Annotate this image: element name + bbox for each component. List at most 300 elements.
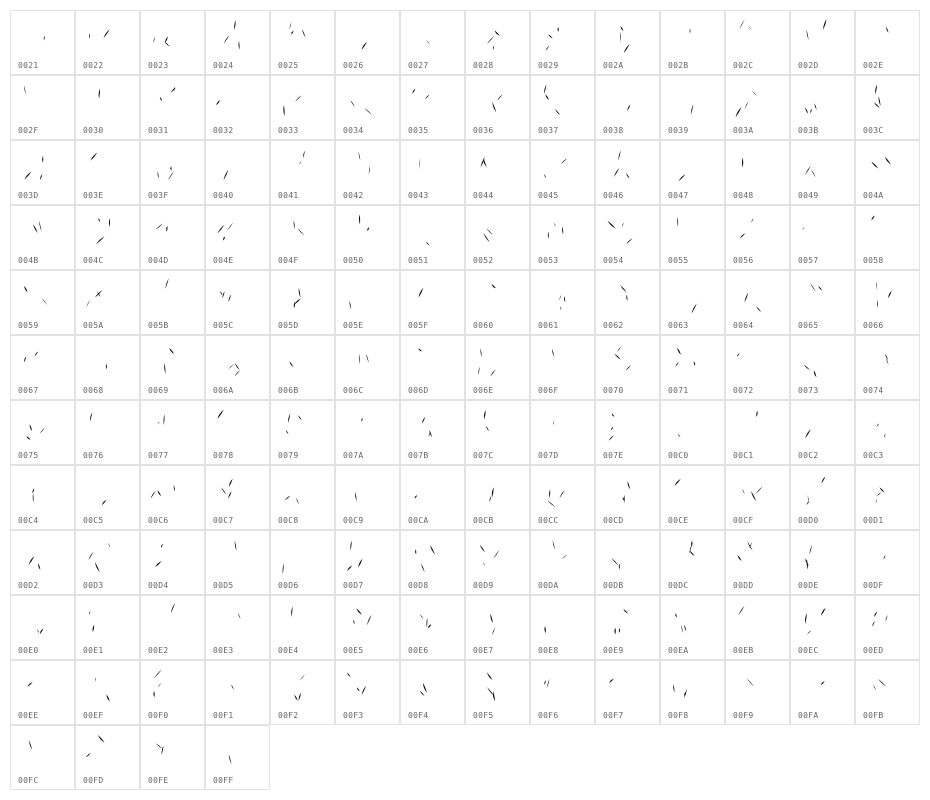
glyph-preview-icon	[531, 596, 596, 646]
glyph-preview-icon	[726, 76, 791, 126]
glyph-preview-icon	[11, 336, 76, 386]
glyph-code-label: 0076	[83, 451, 104, 460]
glyph-preview-icon	[271, 661, 336, 711]
glyph-code-label: 00FA	[798, 711, 819, 720]
glyph-code-label: 00F9	[733, 711, 754, 720]
glyph-code-label: 0057	[798, 256, 819, 265]
glyph-cell	[660, 205, 725, 270]
glyph-code-label: 00ED	[863, 646, 884, 655]
glyph-code-label: 00FE	[148, 776, 169, 785]
glyph-cell	[205, 465, 270, 530]
glyph-preview-icon	[11, 11, 76, 61]
glyph-code-label: 0077	[148, 451, 169, 460]
glyph-code-label: 0061	[538, 321, 559, 330]
glyph-cell	[400, 75, 465, 140]
glyph-cell	[465, 530, 530, 595]
glyph-cell	[140, 75, 205, 140]
glyph-cell	[335, 335, 400, 400]
glyph-preview-icon	[531, 141, 596, 191]
glyph-cell	[725, 75, 790, 140]
glyph-code-label: 00D9	[473, 581, 494, 590]
glyph-cell	[595, 140, 660, 205]
glyph-code-label: 0075	[18, 451, 39, 460]
glyph-preview-icon	[401, 271, 466, 321]
glyph-cell	[660, 335, 725, 400]
glyph-code-label: 00FC	[18, 776, 39, 785]
glyph-cell	[205, 205, 270, 270]
glyph-preview-icon	[271, 531, 336, 581]
glyph-preview-icon	[856, 336, 921, 386]
glyph-cell	[75, 400, 140, 465]
glyph-code-label: 00DB	[603, 581, 624, 590]
glyph-preview-icon	[206, 76, 271, 126]
glyph-cell	[400, 530, 465, 595]
glyph-cell	[270, 400, 335, 465]
glyph-preview-icon	[336, 336, 401, 386]
glyph-cell	[530, 140, 595, 205]
glyph-cell	[465, 10, 530, 75]
glyph-cell	[205, 270, 270, 335]
glyph-code-label: 002D	[798, 61, 819, 70]
glyph-cell	[530, 530, 595, 595]
glyph-preview-icon	[596, 336, 661, 386]
glyph-code-label: 0051	[408, 256, 429, 265]
glyph-code-label: 00D6	[278, 581, 299, 590]
glyph-code-label: 004D	[148, 256, 169, 265]
glyph-cell	[400, 270, 465, 335]
glyph-cell	[595, 465, 660, 530]
glyph-preview-icon	[726, 531, 791, 581]
glyph-cell	[530, 270, 595, 335]
glyph-cell	[855, 660, 920, 725]
glyph-cell	[855, 270, 920, 335]
glyph-preview-icon	[11, 596, 76, 646]
glyph-code-label: 0072	[733, 386, 754, 395]
glyph-code-label: 003A	[733, 126, 754, 135]
glyph-preview-icon	[661, 141, 726, 191]
glyph-cell	[335, 660, 400, 725]
glyph-cell	[660, 595, 725, 660]
glyph-preview-icon	[856, 596, 921, 646]
glyph-preview-icon	[206, 661, 271, 711]
glyph-cell	[75, 595, 140, 660]
glyph-cell	[530, 205, 595, 270]
glyph-cell	[10, 725, 75, 790]
glyph-cell	[725, 270, 790, 335]
glyph-preview-icon	[596, 11, 661, 61]
glyph-code-label: 0062	[603, 321, 624, 330]
glyph-preview-icon	[726, 271, 791, 321]
glyph-cell	[335, 140, 400, 205]
glyph-code-label: 0045	[538, 191, 559, 200]
glyph-preview-icon	[401, 336, 466, 386]
glyph-preview-icon	[401, 401, 466, 451]
glyph-preview-icon	[661, 661, 726, 711]
glyph-preview-icon	[11, 401, 76, 451]
glyph-preview-icon	[856, 206, 921, 256]
glyph-preview-icon	[726, 401, 791, 451]
glyph-preview-icon	[596, 76, 661, 126]
glyph-code-label: 00CD	[603, 516, 624, 525]
glyph-preview-icon	[726, 206, 791, 256]
glyph-preview-icon	[206, 531, 271, 581]
glyph-preview-icon	[856, 271, 921, 321]
glyph-code-label: 006D	[408, 386, 429, 395]
glyph-preview-icon	[76, 531, 141, 581]
glyph-preview-icon	[401, 206, 466, 256]
glyph-cell	[465, 465, 530, 530]
glyph-preview-icon	[531, 11, 596, 61]
glyph-preview-icon	[206, 401, 271, 451]
glyph-cell	[140, 335, 205, 400]
glyph-preview-icon	[791, 661, 856, 711]
glyph-code-label: 00CC	[538, 516, 559, 525]
glyph-cell	[530, 10, 595, 75]
glyph-cell	[595, 205, 660, 270]
glyph-code-label: 0042	[343, 191, 364, 200]
glyph-cell	[75, 140, 140, 205]
glyph-code-label: 0032	[213, 126, 234, 135]
glyph-cell	[75, 205, 140, 270]
glyph-preview-icon	[336, 401, 401, 451]
glyph-preview-icon	[206, 11, 271, 61]
glyph-code-label: 00D8	[408, 581, 429, 590]
glyph-code-label: 00C8	[278, 516, 299, 525]
glyph-code-label: 003B	[798, 126, 819, 135]
glyph-preview-icon	[336, 76, 401, 126]
glyph-cell	[335, 205, 400, 270]
glyph-code-label: 00D7	[343, 581, 364, 590]
glyph-code-label: 004B	[18, 256, 39, 265]
glyph-code-label: 0074	[863, 386, 884, 395]
glyph-cell	[335, 530, 400, 595]
glyph-preview-icon	[11, 466, 76, 516]
glyph-preview-icon	[661, 76, 726, 126]
glyph-preview-icon	[661, 271, 726, 321]
glyph-cell	[530, 400, 595, 465]
glyph-code-label: 00F3	[343, 711, 364, 720]
glyph-preview-icon	[791, 141, 856, 191]
glyph-preview-icon	[791, 11, 856, 61]
glyph-cell	[270, 205, 335, 270]
glyph-code-label: 003C	[863, 126, 884, 135]
glyph-code-label: 00F6	[538, 711, 559, 720]
glyph-preview-icon	[596, 661, 661, 711]
glyph-cell	[855, 465, 920, 530]
glyph-cell	[75, 725, 140, 790]
glyph-cell	[660, 140, 725, 205]
glyph-cell	[400, 205, 465, 270]
glyph-code-label: 0058	[863, 256, 884, 265]
glyph-cell	[855, 595, 920, 660]
glyph-cell	[205, 660, 270, 725]
glyph-cell	[75, 530, 140, 595]
glyph-code-label: 0029	[538, 61, 559, 70]
glyph-preview-icon	[401, 596, 466, 646]
glyph-preview-icon	[206, 206, 271, 256]
glyph-cell	[465, 660, 530, 725]
glyph-preview-icon	[271, 206, 336, 256]
glyph-preview-icon	[791, 336, 856, 386]
glyph-cell	[790, 465, 855, 530]
glyph-cell	[465, 595, 530, 660]
glyph-preview-icon	[141, 531, 206, 581]
glyph-code-label: 002A	[603, 61, 624, 70]
glyph-cell	[140, 400, 205, 465]
glyph-code-label: 002C	[733, 61, 754, 70]
glyph-code-label: 003E	[83, 191, 104, 200]
glyph-cell	[855, 530, 920, 595]
glyph-code-label: 00CF	[733, 516, 754, 525]
glyph-preview-icon	[271, 596, 336, 646]
glyph-preview-icon	[336, 596, 401, 646]
glyph-preview-icon	[466, 271, 531, 321]
glyph-preview-icon	[466, 141, 531, 191]
glyph-cell	[400, 335, 465, 400]
glyph-code-label: 0022	[83, 61, 104, 70]
glyph-preview-icon	[271, 11, 336, 61]
glyph-code-label: 00FB	[863, 711, 884, 720]
glyph-cell	[270, 75, 335, 140]
glyph-code-label: 00DD	[733, 581, 754, 590]
glyph-cell	[205, 530, 270, 595]
glyph-code-label: 00D2	[18, 581, 39, 590]
glyph-cell	[205, 140, 270, 205]
glyph-code-label: 00EE	[18, 711, 39, 720]
glyph-code-label: 00C2	[798, 451, 819, 460]
glyph-preview-icon	[596, 466, 661, 516]
glyph-cell	[270, 10, 335, 75]
glyph-preview-icon	[141, 206, 206, 256]
glyph-preview-icon	[336, 271, 401, 321]
glyph-code-label: 00D3	[83, 581, 104, 590]
glyph-cell	[400, 140, 465, 205]
glyph-code-label: 00F2	[278, 711, 299, 720]
glyph-code-label: 00FF	[213, 776, 234, 785]
glyph-preview-icon	[856, 661, 921, 711]
glyph-preview-icon	[726, 11, 791, 61]
glyph-code-label: 00FD	[83, 776, 104, 785]
glyph-cell	[595, 270, 660, 335]
glyph-code-label: 00EB	[733, 646, 754, 655]
glyph-cell	[75, 10, 140, 75]
glyph-preview-icon	[791, 401, 856, 451]
glyph-preview-icon	[206, 726, 271, 776]
glyph-code-label: 00CE	[668, 516, 689, 525]
glyph-code-label: 0036	[473, 126, 494, 135]
glyph-cell	[140, 725, 205, 790]
glyph-cell	[140, 595, 205, 660]
glyph-code-label: 0043	[408, 191, 429, 200]
glyph-code-label: 0064	[733, 321, 754, 330]
glyph-cell	[595, 10, 660, 75]
glyph-cell	[140, 465, 205, 530]
glyph-code-label: 00C9	[343, 516, 364, 525]
glyph-cell	[270, 335, 335, 400]
glyph-preview-icon	[596, 206, 661, 256]
glyph-code-label: 00C5	[83, 516, 104, 525]
glyph-cell	[335, 400, 400, 465]
glyph-code-label: 004E	[213, 256, 234, 265]
glyph-cell	[10, 140, 75, 205]
glyph-preview-icon	[76, 466, 141, 516]
glyph-cell	[725, 140, 790, 205]
glyph-code-label: 006E	[473, 386, 494, 395]
glyph-preview-icon	[141, 726, 206, 776]
glyph-code-label: 00C0	[668, 451, 689, 460]
glyph-preview-icon	[791, 76, 856, 126]
glyph-code-label: 00F8	[668, 711, 689, 720]
glyph-preview-icon	[141, 596, 206, 646]
glyph-cell	[530, 75, 595, 140]
glyph-preview-icon	[531, 336, 596, 386]
glyph-code-label: 00CB	[473, 516, 494, 525]
glyph-code-label: 00DE	[798, 581, 819, 590]
glyph-preview-icon	[76, 336, 141, 386]
glyph-code-label: 0059	[18, 321, 39, 330]
glyph-preview-icon	[76, 596, 141, 646]
glyph-code-label: 0065	[798, 321, 819, 330]
glyph-preview-icon	[726, 596, 791, 646]
glyph-preview-icon	[661, 11, 726, 61]
glyph-cell	[75, 75, 140, 140]
glyph-code-label: 00D4	[148, 581, 169, 590]
glyph-code-label: 00C1	[733, 451, 754, 460]
glyph-preview-icon	[11, 206, 76, 256]
glyph-code-label: 005E	[343, 321, 364, 330]
glyph-preview-icon	[531, 531, 596, 581]
glyph-cell	[10, 335, 75, 400]
glyph-preview-icon	[726, 661, 791, 711]
glyph-code-label: 005B	[148, 321, 169, 330]
glyph-cell	[595, 595, 660, 660]
glyph-cell	[725, 10, 790, 75]
glyph-code-label: 00D1	[863, 516, 884, 525]
glyph-code-label: 0052	[473, 256, 494, 265]
glyph-code-label: 007C	[473, 451, 494, 460]
glyph-preview-icon	[401, 11, 466, 61]
glyph-cell	[270, 140, 335, 205]
glyph-code-label: 0025	[278, 61, 299, 70]
glyph-preview-icon	[466, 661, 531, 711]
glyph-code-label: 005D	[278, 321, 299, 330]
glyph-cell	[335, 270, 400, 335]
glyph-code-label: 0073	[798, 386, 819, 395]
glyph-cell	[855, 75, 920, 140]
glyph-cell	[10, 270, 75, 335]
glyph-cell	[270, 465, 335, 530]
glyph-preview-icon	[11, 271, 76, 321]
glyph-code-label: 00F5	[473, 711, 494, 720]
glyph-cell	[855, 140, 920, 205]
glyph-preview-icon	[76, 11, 141, 61]
glyph-preview-icon	[336, 141, 401, 191]
glyph-code-label: 00D0	[798, 516, 819, 525]
glyph-code-label: 00D5	[213, 581, 234, 590]
glyph-preview-icon	[76, 271, 141, 321]
glyph-preview-icon	[11, 661, 76, 711]
glyph-cell	[10, 530, 75, 595]
glyph-cell	[140, 530, 205, 595]
glyph-code-label: 00E0	[18, 646, 39, 655]
glyph-preview-icon	[791, 206, 856, 256]
glyph-code-label: 00E6	[408, 646, 429, 655]
glyph-preview-icon	[141, 401, 206, 451]
glyph-preview-icon	[466, 336, 531, 386]
glyph-cell	[270, 595, 335, 660]
glyph-preview-icon	[466, 11, 531, 61]
glyph-cell	[140, 660, 205, 725]
glyph-cell	[595, 660, 660, 725]
glyph-preview-icon	[401, 661, 466, 711]
glyph-cell	[790, 75, 855, 140]
glyph-code-label: 0060	[473, 321, 494, 330]
glyph-cell	[270, 530, 335, 595]
glyph-code-label: 00CA	[408, 516, 429, 525]
glyph-preview-icon	[76, 76, 141, 126]
glyph-code-label: 00F7	[603, 711, 624, 720]
glyph-cell	[725, 595, 790, 660]
glyph-preview-icon	[271, 141, 336, 191]
glyph-cell	[855, 205, 920, 270]
glyph-code-label: 007B	[408, 451, 429, 460]
glyph-code-label: 004C	[83, 256, 104, 265]
glyph-preview-icon	[206, 336, 271, 386]
glyph-cell	[400, 465, 465, 530]
glyph-preview-icon	[401, 531, 466, 581]
glyph-cell	[790, 270, 855, 335]
glyph-cell	[725, 660, 790, 725]
glyph-cell	[660, 465, 725, 530]
glyph-cell	[530, 595, 595, 660]
glyph-code-label: 00C4	[18, 516, 39, 525]
glyph-code-label: 00DF	[863, 581, 884, 590]
glyph-preview-icon	[141, 76, 206, 126]
glyph-code-label: 003D	[18, 191, 39, 200]
glyph-code-label: 00EA	[668, 646, 689, 655]
glyph-code-label: 0078	[213, 451, 234, 460]
glyph-cell	[660, 400, 725, 465]
glyph-code-label: 002B	[668, 61, 689, 70]
glyph-code-label: 0033	[278, 126, 299, 135]
glyph-cell	[595, 335, 660, 400]
glyph-cell	[725, 530, 790, 595]
glyph-code-label: 0050	[343, 256, 364, 265]
glyph-cell	[660, 660, 725, 725]
glyph-code-label: 007D	[538, 451, 559, 460]
glyph-code-label: 0053	[538, 256, 559, 265]
glyph-cell	[75, 335, 140, 400]
glyph-preview-icon	[141, 141, 206, 191]
glyph-preview-icon	[466, 531, 531, 581]
glyph-cell	[205, 595, 270, 660]
glyph-code-label: 0024	[213, 61, 234, 70]
glyph-preview-icon	[206, 141, 271, 191]
glyph-cell	[10, 595, 75, 660]
glyph-cell	[660, 530, 725, 595]
glyph-code-label: 00C3	[863, 451, 884, 460]
glyph-preview-icon	[11, 141, 76, 191]
glyph-preview-icon	[206, 271, 271, 321]
glyph-preview-icon	[271, 336, 336, 386]
glyph-code-label: 0067	[18, 386, 39, 395]
glyph-cell	[400, 660, 465, 725]
glyph-cell	[10, 75, 75, 140]
glyph-cell	[10, 660, 75, 725]
glyph-preview-icon	[401, 76, 466, 126]
glyph-cell	[140, 270, 205, 335]
glyph-preview-icon	[141, 271, 206, 321]
